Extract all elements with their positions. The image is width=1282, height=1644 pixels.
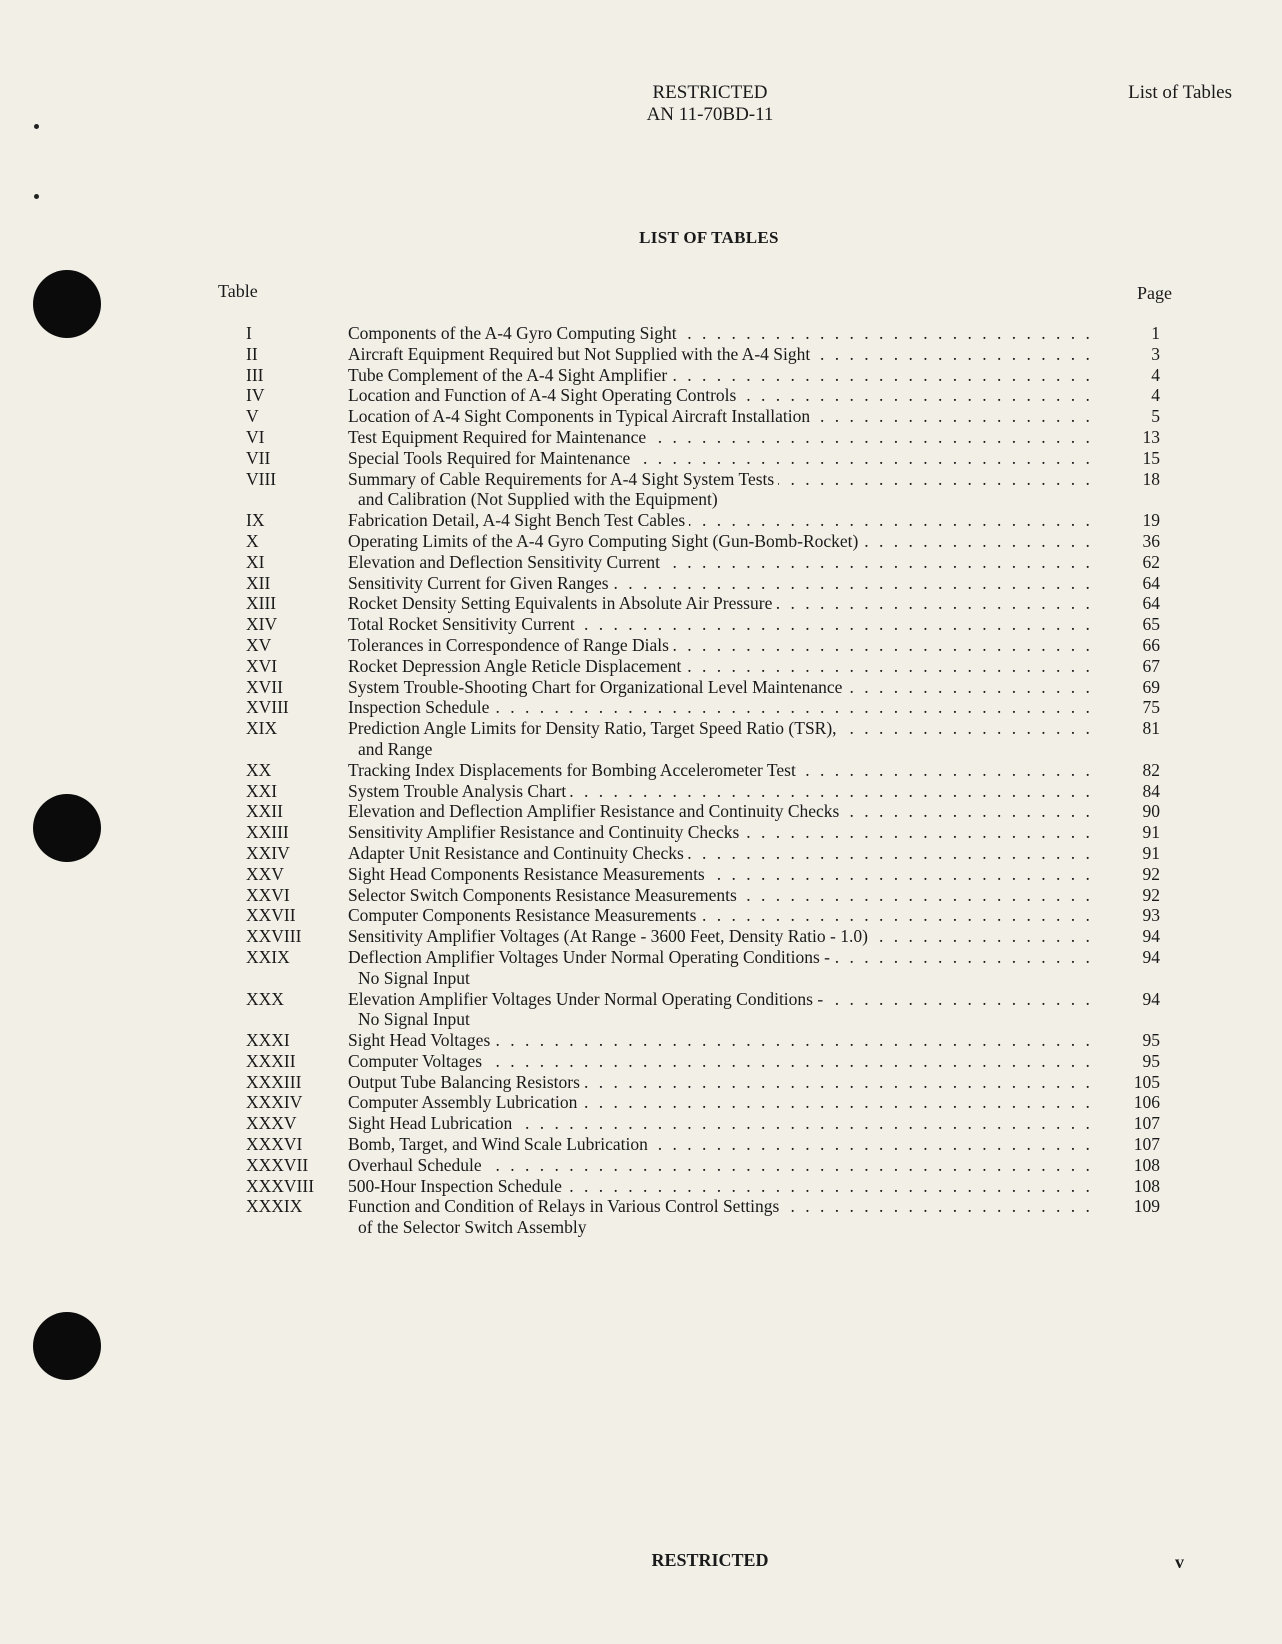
table-title-leader (348, 905, 1090, 926)
header-classification: RESTRICTED (652, 82, 768, 103)
table-title-leader (348, 885, 1090, 906)
toc-entry (0, 531, 1282, 552)
table-title-leader (348, 1092, 1090, 1113)
table-title-leader (348, 1176, 1090, 1197)
toc-entry (0, 635, 1282, 656)
table-title-leader (348, 760, 1090, 781)
table-number: XIII (246, 593, 277, 614)
page-ref: 67 (1142, 655, 1160, 676)
table-number: VII (246, 447, 271, 468)
table-title: Bomb, Target, and Wind Scale Lubrication (348, 1134, 652, 1154)
table-title-leader (348, 864, 1090, 885)
page-ref: 93 (1142, 905, 1160, 926)
page-ref: 84 (1142, 780, 1160, 801)
table-number: III (246, 364, 264, 385)
table-number: XXXI (246, 1030, 290, 1051)
table-number: XXII (246, 801, 283, 822)
page-ref: 92 (1142, 884, 1160, 905)
page-ref: 107 (1133, 1113, 1160, 1134)
page-ref: 108 (1133, 1154, 1160, 1175)
table-title-leader (348, 427, 1090, 448)
table-title: Inspection Schedule (348, 697, 493, 717)
table-title-leader (348, 781, 1090, 802)
table-title-leader (348, 718, 1090, 739)
toc-entry (0, 989, 1282, 1031)
page-ref: 94 (1142, 988, 1160, 1009)
table-title: Adapter Unit Resistance and Continuity Checks (348, 843, 688, 863)
table-number: V (246, 406, 259, 427)
toc-entry (0, 822, 1282, 843)
table-number: XXI (246, 780, 278, 801)
table-title: Test Equipment Required for Maintenance (348, 427, 650, 447)
table-title: Fabrication Detail, A-4 Sight Bench Test Cables (348, 510, 689, 530)
toc-entry (0, 406, 1282, 427)
table-number: XI (246, 551, 265, 572)
page-ref: 64 (1142, 572, 1160, 593)
page-ref: 91 (1142, 842, 1160, 863)
table-title-leader (348, 947, 1090, 968)
table-title-continuation: and Range (358, 738, 433, 759)
table-title: Elevation Amplifier Voltages Under Normal Operating Conditions - (348, 989, 827, 1009)
toc-entry (0, 947, 1282, 989)
page-ref: 90 (1142, 801, 1160, 822)
toc-entry (0, 344, 1282, 365)
page-ref: 105 (1133, 1071, 1160, 1092)
table-number: XXXII (246, 1050, 296, 1071)
toc-entry (0, 1176, 1282, 1197)
table-number: XXIII (246, 822, 289, 843)
table-title: Computer Voltages (348, 1051, 486, 1071)
table-title-leader (348, 635, 1090, 656)
table-title: Prediction Angle Limits for Density Ratio, Target Speed Ratio (TSR), (348, 718, 841, 738)
table-title: Sensitivity Current for Given Ranges (348, 573, 613, 593)
table-title-leader (348, 614, 1090, 635)
page-ref: 19 (1142, 510, 1160, 531)
page-ref: 13 (1142, 426, 1160, 447)
page-ref: 4 (1151, 385, 1160, 406)
table-title: Special Tools Required for Maintenance (348, 448, 634, 468)
table-title: Overhaul Schedule (348, 1155, 486, 1175)
toc-entry (0, 510, 1282, 531)
table-title-leader (348, 510, 1090, 531)
table-title: Aircraft Equipment Required but Not Supplied with the A-4 Sight (348, 344, 814, 364)
table-number: XXXVII (246, 1154, 309, 1175)
page-ref: 82 (1142, 759, 1160, 780)
footer-classification: RESTRICTED (651, 1550, 769, 1570)
table-title-leader (348, 448, 1090, 469)
table-title-leader (348, 656, 1090, 677)
toc-entry (0, 427, 1282, 448)
table-title: Rocket Density Setting Equivalents in Absolute Air Pressure (348, 593, 776, 613)
table-title-leader (348, 593, 1090, 614)
table-title-leader (348, 677, 1090, 698)
toc-entry (0, 469, 1282, 511)
toc-entry (0, 656, 1282, 677)
table-title-leader (348, 1134, 1090, 1155)
table-number: XXXV (246, 1113, 297, 1134)
table-title-leader (348, 822, 1090, 843)
table-title-continuation: and Calibration (Not Supplied with the Equipment) (358, 489, 718, 510)
table-title-leader (348, 1196, 1090, 1217)
table-number: XXXIX (246, 1196, 303, 1217)
page-ref: 92 (1142, 863, 1160, 884)
table-title-leader (348, 697, 1090, 718)
page-ref: 18 (1142, 468, 1160, 489)
table-number: VIII (246, 468, 277, 489)
page-ref: 95 (1142, 1030, 1160, 1051)
table-title: Elevation and Deflection Amplifier Resistance and Continuity Checks (348, 801, 843, 821)
toc-entry (0, 801, 1282, 822)
table-number: XV (246, 634, 272, 655)
table-number: II (246, 343, 258, 364)
toc-entry (0, 1113, 1282, 1134)
table-title-leader (348, 801, 1090, 822)
page-number: v (1175, 1552, 1184, 1572)
toc-entry (0, 573, 1282, 594)
page-ref: 4 (1151, 364, 1160, 385)
toc-entry (0, 1092, 1282, 1113)
table-title: Output Tube Balancing Resistors (348, 1072, 584, 1092)
page-ref: 64 (1142, 593, 1160, 614)
page-ref: 65 (1142, 614, 1160, 635)
toc-entry (0, 718, 1282, 760)
table-title: Deflection Amplifier Voltages Under Normal Operating Conditions - (348, 947, 834, 967)
table-title-leader (348, 1072, 1090, 1093)
table-number: XXIX (246, 946, 290, 967)
toc-entry (0, 697, 1282, 718)
toc-entry (0, 781, 1282, 802)
table-title: System Trouble Analysis Chart (348, 781, 570, 801)
table-number: XIV (246, 614, 278, 635)
table-title: Sensitivity Amplifier Resistance and Continuity Checks (348, 822, 743, 842)
page-ref: 1 (1151, 323, 1160, 343)
toc-entry (0, 1030, 1282, 1051)
page-ref: 62 (1142, 551, 1160, 572)
page-ref: 109 (1133, 1196, 1160, 1217)
page-ref: 15 (1142, 447, 1160, 468)
table-title-leader (348, 385, 1090, 406)
table-title: Sight Head Components Resistance Measurements (348, 864, 709, 884)
table-title-leader (348, 323, 1090, 344)
table-title-leader (348, 843, 1090, 864)
table-title: Summary of Cable Requirements for A-4 Sight System Tests (348, 469, 778, 489)
table-title: 500-Hour Inspection Schedule (348, 1176, 566, 1196)
table-title-leader (348, 406, 1090, 427)
table-number: XXXVI (246, 1134, 303, 1155)
table-number: XXV (246, 863, 284, 884)
table-number: XXVII (246, 905, 296, 926)
table-number: XXXIII (246, 1071, 302, 1092)
table-title: Computer Components Resistance Measurements (348, 905, 700, 925)
table-title: Components of the A-4 Gyro Computing Sight (348, 323, 681, 343)
page-ref: 75 (1142, 697, 1160, 718)
page-ref: 3 (1151, 343, 1160, 364)
table-title-continuation: No Signal Input (358, 967, 470, 988)
table-number: XXVI (246, 884, 290, 905)
table-title: Location and Function of A-4 Sight Operating Controls (348, 385, 740, 405)
page-header (560, 82, 860, 126)
header-section: List of Tables (1128, 82, 1232, 103)
table-title: Sight Head Voltages (348, 1030, 494, 1050)
page-ref: 94 (1142, 946, 1160, 967)
table-title-leader (348, 1155, 1090, 1176)
speck-mark (34, 194, 39, 199)
table-title: Function and Condition of Relays in Various Control Settings (348, 1196, 783, 1216)
toc-entry (0, 323, 1282, 344)
table-number: XXVIII (246, 926, 302, 947)
toc-entry (0, 905, 1282, 926)
toc-entry (0, 1134, 1282, 1155)
binder-hole-bottom (33, 1312, 101, 1380)
table-title-leader (348, 1113, 1090, 1134)
toc-entry (0, 760, 1282, 781)
table-title-leader (348, 926, 1090, 947)
header-doc-number: AN 11-70BD-11 (646, 104, 774, 125)
table-number: IX (246, 510, 265, 531)
page-ref: 95 (1142, 1050, 1160, 1071)
toc-entry (0, 1155, 1282, 1176)
table-number: XVII (246, 676, 283, 697)
column-header-page: Page (1137, 283, 1172, 303)
table-number: XVIII (246, 697, 289, 718)
toc-entry (0, 614, 1282, 635)
table-title: Location of A-4 Sight Components in Typical Aircraft Installation (348, 406, 814, 426)
table-number: XII (246, 572, 271, 593)
page-title: LIST OF TABLES (639, 228, 779, 247)
table-number: XXX (246, 988, 284, 1009)
toc-entry (0, 552, 1282, 573)
table-number: XXIV (246, 842, 290, 863)
table-title: Sight Head Lubrication (348, 1113, 516, 1133)
table-title-leader (348, 469, 1090, 490)
table-title: Selector Switch Components Resistance Measurements (348, 885, 741, 905)
table-title: Computer Assembly Lubrication (348, 1092, 581, 1112)
table-title-leader (348, 1051, 1090, 1072)
table-number: XXXIV (246, 1092, 303, 1113)
page-ref: 91 (1142, 822, 1160, 843)
page-ref: 69 (1142, 676, 1160, 697)
toc-entry (0, 885, 1282, 906)
table-number: X (246, 530, 259, 551)
table-title: System Trouble-Shooting Chart for Organizational Level Maintenance (348, 677, 846, 697)
page-ref: 66 (1142, 634, 1160, 655)
table-title: Operating Limits of the A-4 Gyro Computing Sight (Gun-Bomb-Rocket) (348, 531, 862, 551)
table-title-continuation: of the Selector Switch Assembly (358, 1217, 587, 1238)
toc-entry (0, 864, 1282, 885)
table-of-contents (0, 323, 1282, 1238)
table-title-leader (348, 531, 1090, 552)
table-title-leader (348, 552, 1090, 573)
toc-entry (0, 843, 1282, 864)
table-title: Elevation and Deflection Sensitivity Current (348, 552, 664, 572)
toc-entry (0, 365, 1282, 386)
speck-mark (34, 124, 39, 129)
table-number: XXXVIII (246, 1175, 315, 1196)
toc-entry (0, 1196, 1282, 1238)
table-number: XVI (246, 655, 278, 676)
table-number: IV (246, 385, 265, 406)
table-title-continuation: No Signal Input (358, 1009, 470, 1030)
table-title-leader (348, 365, 1090, 386)
table-title-leader (348, 1030, 1090, 1051)
table-number: XIX (246, 718, 278, 739)
table-number: VI (246, 426, 265, 447)
page-ref: 108 (1133, 1175, 1160, 1196)
table-title-leader (348, 344, 1090, 365)
toc-entry (0, 593, 1282, 614)
page-ref: 36 (1142, 530, 1160, 551)
table-number: XX (246, 759, 272, 780)
page-ref: 94 (1142, 926, 1160, 947)
page-ref: 81 (1142, 718, 1160, 739)
table-title: Rocket Depression Angle Reticle Displacement (348, 656, 685, 676)
table-title: Tracking Index Displacements for Bombing Accelerometer Test (348, 760, 800, 780)
page-ref: 107 (1133, 1134, 1160, 1155)
toc-entry (0, 1072, 1282, 1093)
table-title: Sensitivity Amplifier Voltages (At Range - 3600 Feet, Density Ratio - 1.0) (348, 926, 872, 946)
table-title-leader (348, 573, 1090, 594)
page-ref: 106 (1133, 1092, 1160, 1113)
toc-entry (0, 926, 1282, 947)
toc-entry (0, 385, 1282, 406)
column-header-table: Table (218, 281, 258, 301)
toc-entry (0, 677, 1282, 698)
table-title-leader (348, 989, 1090, 1010)
table-number: I (246, 323, 252, 343)
table-title: Total Rocket Sensitivity Current (348, 614, 579, 634)
toc-entry (0, 1051, 1282, 1072)
page-ref: 5 (1151, 406, 1160, 427)
table-title: Tolerances in Correspondence of Range Dials (348, 635, 673, 655)
toc-entry (0, 448, 1282, 469)
table-title: Tube Complement of the A-4 Sight Amplifier (348, 365, 671, 385)
